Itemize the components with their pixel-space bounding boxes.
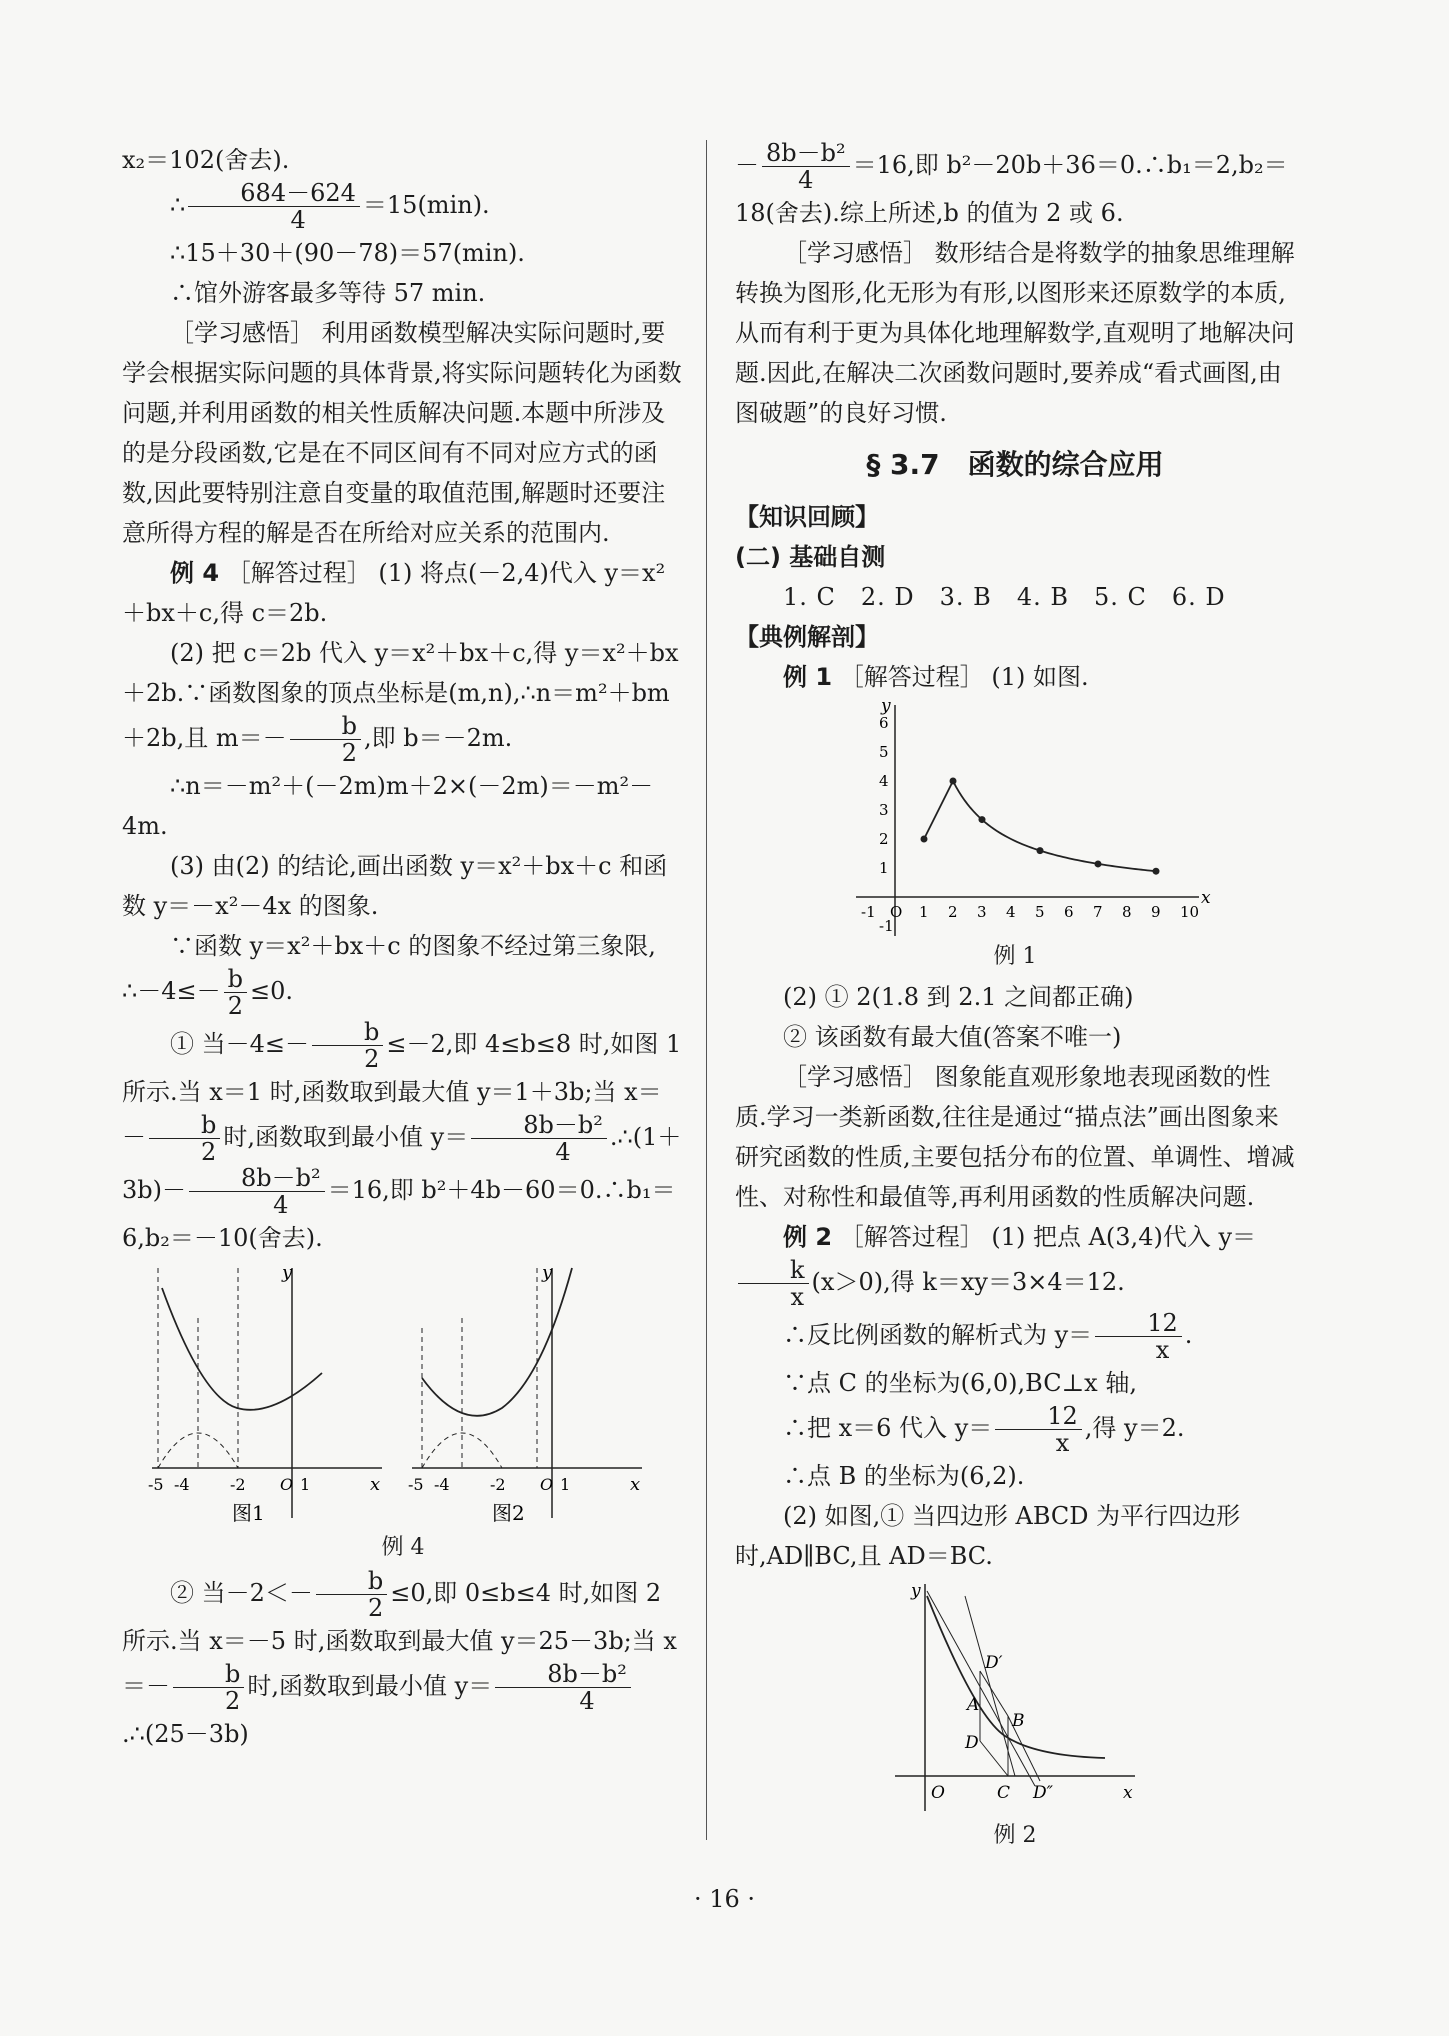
example-1-chart <box>825 697 1225 937</box>
example-4-figures <box>122 1258 682 1528</box>
x-tick-label: 3 <box>977 903 987 921</box>
answer-list: 1. C 2. D 3. B 4. B 5. C 6. D <box>783 583 1226 611</box>
typical-examples-heading: 【典例解剖】 <box>735 623 879 651</box>
section-title: § 3.7 函数的综合应用 <box>866 448 1164 481</box>
example-2-part5: ∴点 B 的坐标为(6,2). <box>783 1462 1025 1490</box>
fraction: $\frac{\text{8b－b²}}{4}$ <box>495 1661 631 1714</box>
x-tick-label: 10 <box>1180 903 1200 921</box>
x-axis-label: x <box>1123 1783 1133 1803</box>
example-4-part2: (2) 把 c＝2b 代入 y＝x²＋bx＋c,得 y＝x²＋bx＋2b.∵函数图象的顶点坐标是(m,n),∴n＝m²＋bm＋2b,且 m＝－ $\frac{b}{2}$ ,即 b＝－2m. <box>122 639 679 767</box>
figure-1-caption: 图1 <box>232 1501 265 1525</box>
text-line: ∴15＋30＋(90－78)＝57(min). <box>170 239 525 267</box>
right-column <box>735 140 1295 1856</box>
text-line: ∴馆外游客最多等待 57 min. <box>170 279 486 307</box>
fraction: $\frac{b}{2}$ <box>290 713 361 766</box>
figure-2-caption: 图2 <box>492 1501 525 1525</box>
fraction: $\frac{12}{x}$ <box>1095 1310 1182 1363</box>
figure-2 <box>408 1262 642 1525</box>
tick-label: -5 <box>408 1475 424 1494</box>
insight-paragraph: ［学习感悟］ 利用函数模型解决实际问题时,要学会根据实际问题的具体背景,将实际问题转化为函数问题,并利用函数的相关性质解决问题.本题中所涉及的是分段函数,它是在不同区间有不同对应方式的函数,因此要特别注意自变量的取值范围,解题时还要注意所得方程的解是否在所给对应关系的范围内. <box>122 319 682 547</box>
example-4-part3: ∴n＝－m²＋(－2m)m＋2×(－2m)＝－m²－4m. <box>122 772 654 840</box>
fraction: $\frac{\text{8b－b²}}{4}$ <box>189 1165 325 1218</box>
fraction: $\frac{b}{2}$ <box>312 1019 383 1072</box>
tick-label: -2 <box>230 1475 246 1494</box>
answer-line: (2) ① 2(1.8 到 2.1 之间都正确) <box>783 983 1134 1011</box>
example-2-part1: 例 2 ［解答过程］ (1) 把点 A(3,4)代入 y＝ $\frac{k}{x}$ (x＞0),得 k＝xy＝3×4＝12. <box>735 1217 1295 1310</box>
x-tick-label: O <box>890 903 903 921</box>
fraction: $\frac{b}{2}$ <box>149 1112 220 1165</box>
point-label: B <box>1012 1711 1025 1731</box>
left-column <box>122 140 684 1754</box>
data-point <box>1037 847 1044 854</box>
origin-label: O <box>931 1783 945 1803</box>
x-axis-title: x <box>1201 888 1211 908</box>
text-line: ∴ $\frac{684-624}{4}$ ＝15(min). <box>170 179 490 234</box>
point-label: A <box>967 1695 980 1715</box>
figure-caption: 例 4 <box>381 1535 425 1560</box>
figure-1 <box>148 1262 382 1525</box>
tick-label: -4 <box>434 1475 450 1494</box>
y-tick-label: 6 <box>879 714 889 732</box>
x-tick-label: 8 <box>1122 903 1132 921</box>
x-tick-label: -1 <box>861 903 876 921</box>
case-1-paragraph: ① 当－4≤－ $\frac{b}{2}$ ≤－2,即 4≤b≤8 时,如图 1 所示.当 x＝1 时,函数取到最大值 y＝1＋3b;当 x＝－ $\frac{b}{2}$ 时,函数取到最小值 y＝ $\frac{\text{8b－b²}}{4}$ .∴(1＋3b)－ $\frac{\text{8b－b²}}{4}$ ＝16,即 b²＋4b－60＝0.∴b₁＝6,b₂＝－10(舍去). <box>122 1018 682 1252</box>
example-2-part3: ∵点 C 的坐标为(6,0),BC⊥x 轴, <box>783 1369 1137 1397</box>
fraction: $\frac{\text{8b－b²}}{4}$ <box>471 1112 607 1165</box>
series-line <box>924 781 1159 872</box>
y-axis-title: y <box>881 697 891 716</box>
y-tick-label: 2 <box>879 830 889 848</box>
y-axis-label: y <box>542 1262 553 1283</box>
x-tick-label: 7 <box>1093 903 1103 921</box>
y-tick-label: 4 <box>879 772 889 790</box>
point-label: C <box>997 1783 1011 1803</box>
text-line: x₂＝102(舍去). <box>122 146 290 174</box>
text-line: － $\frac{\text{8b－b²}}{4}$ ＝16,即 b²－20b＋36＝0.∴b₁＝2,b₂＝18(舍去).综上所述,b 的值为 2 或 6. <box>735 139 1288 227</box>
tick-label: 1 <box>300 1475 311 1494</box>
x-tick-label: 2 <box>948 903 958 921</box>
example-4-part5: ∵函数 y＝x²＋bx＋c 的图象不经过第三象限, <box>170 932 656 960</box>
point-label: D″ <box>1033 1783 1053 1803</box>
y-axis-label: y <box>911 1581 921 1601</box>
y-tick-label: 1 <box>879 859 889 877</box>
origin-label: O <box>280 1475 294 1494</box>
case-2-paragraph: ② 当－2＜－ $\frac{b}{2}$ ≤0,即 0≤b≤4 时,如图 2 所示.当 x＝－5 时,函数取到最大值 y＝25－3b;当 x＝－ $\frac{b}{2}$ 时,函数取到最小值 y＝ $\frac{\text{8b－b²}}{4}$ .∴(25－3b) <box>122 1567 677 1748</box>
point-label: D <box>965 1733 979 1753</box>
example-2-part2: ∴反比例函数的解析式为 y＝ $\frac{12}{x}$ . <box>783 1309 1193 1364</box>
data-point <box>1153 868 1160 875</box>
column-divider <box>706 140 707 1840</box>
fraction: $\frac{684-624}{4}$ <box>188 180 360 233</box>
tick-label: 1 <box>560 1475 571 1494</box>
example-2-figure <box>885 1576 1145 1816</box>
x-tick-label: 9 <box>1151 903 1161 921</box>
y-axis-label: y <box>282 1262 293 1283</box>
data-point <box>950 778 957 785</box>
tick-label: -2 <box>490 1475 506 1494</box>
answer-line: ② 该函数有最大值(答案不唯一) <box>783 1023 1122 1051</box>
example-4-part1: 例 4 ［解答过程］ (1) 将点(－2,4)代入 y＝x²＋bx＋c,得 c＝2b. <box>122 559 666 627</box>
fraction: $\frac{b}{2}$ <box>316 1568 387 1621</box>
figure-caption: 例 2 <box>993 1823 1037 1848</box>
x-tick-label: 1 <box>919 903 929 921</box>
example-4-part6: ∴－4≤－ $\frac{b}{2}$ ≤0. <box>122 965 294 1020</box>
y-tick-label: 3 <box>879 801 889 819</box>
point-label: D′ <box>985 1653 1003 1673</box>
insight-paragraph: ［学习感悟］ 数形结合是将数学的抽象思维理解转换为图形,化无形为有形,以图形来还原数学的本质,从而有利于更为具体化地理解数学,直观明了地解决问题.因此,在解决二次函数问题时,要养成“看式画图,由图破题”的良好习惯. <box>735 239 1295 427</box>
data-point <box>1095 860 1102 867</box>
x-tick-label: 5 <box>1035 903 1045 921</box>
basic-test-heading: (二) 基础自测 <box>735 543 886 571</box>
data-point <box>921 836 928 843</box>
x-tick-label: 6 <box>1064 903 1074 921</box>
y-tick-label: 5 <box>879 743 889 761</box>
example-4-part4: (3) 由(2) 的结论,画出函数 y＝x²＋bx＋c 和函数 y＝－x²－4x 的图象. <box>122 852 668 920</box>
tick-label: -4 <box>174 1475 190 1494</box>
example-1-intro: 例 1 ［解答过程］ (1) 如图. <box>783 663 1089 691</box>
chart-caption: 例 1 <box>993 944 1037 969</box>
fraction: $\frac{b}{2}$ <box>224 966 247 1019</box>
insight-paragraph: ［学习感悟］ 图象能直观形象地表现函数的性质.学习一类新函数,往往是通过“描点法”画出图象来研究函数的性质,主要包括分布的位置、单调性、增减性、对称性和最值等,再利用函数的性质解决问题. <box>735 1063 1295 1211</box>
fraction: $\frac{\text{8b－b²}}{4}$ <box>762 140 850 193</box>
y-tick-label: -1 <box>879 917 894 935</box>
fraction: $\frac{b}{2}$ <box>173 1661 244 1714</box>
example-2-part4: ∴把 x＝6 代入 y＝ $\frac{12}{x}$ ,得 y＝2. <box>783 1402 1185 1457</box>
knowledge-review-heading: 【知识回顾】 <box>735 503 879 531</box>
tick-label: -5 <box>148 1475 164 1494</box>
origin-label: O <box>540 1475 554 1494</box>
fraction: $\frac{k}{x}$ <box>738 1257 809 1310</box>
data-point <box>979 816 986 823</box>
fraction: $\frac{12}{x}$ <box>995 1403 1082 1456</box>
example-2-part6: (2) 如图,① 当四边形 ABCD 为平行四边形时,AD∥BC,且 AD＝BC. <box>735 1502 1241 1570</box>
x-tick-label: 4 <box>1006 903 1016 921</box>
x-axis-label: x <box>370 1474 381 1495</box>
x-axis-label: x <box>630 1474 641 1495</box>
page-number: · 16 · <box>693 1885 756 1913</box>
